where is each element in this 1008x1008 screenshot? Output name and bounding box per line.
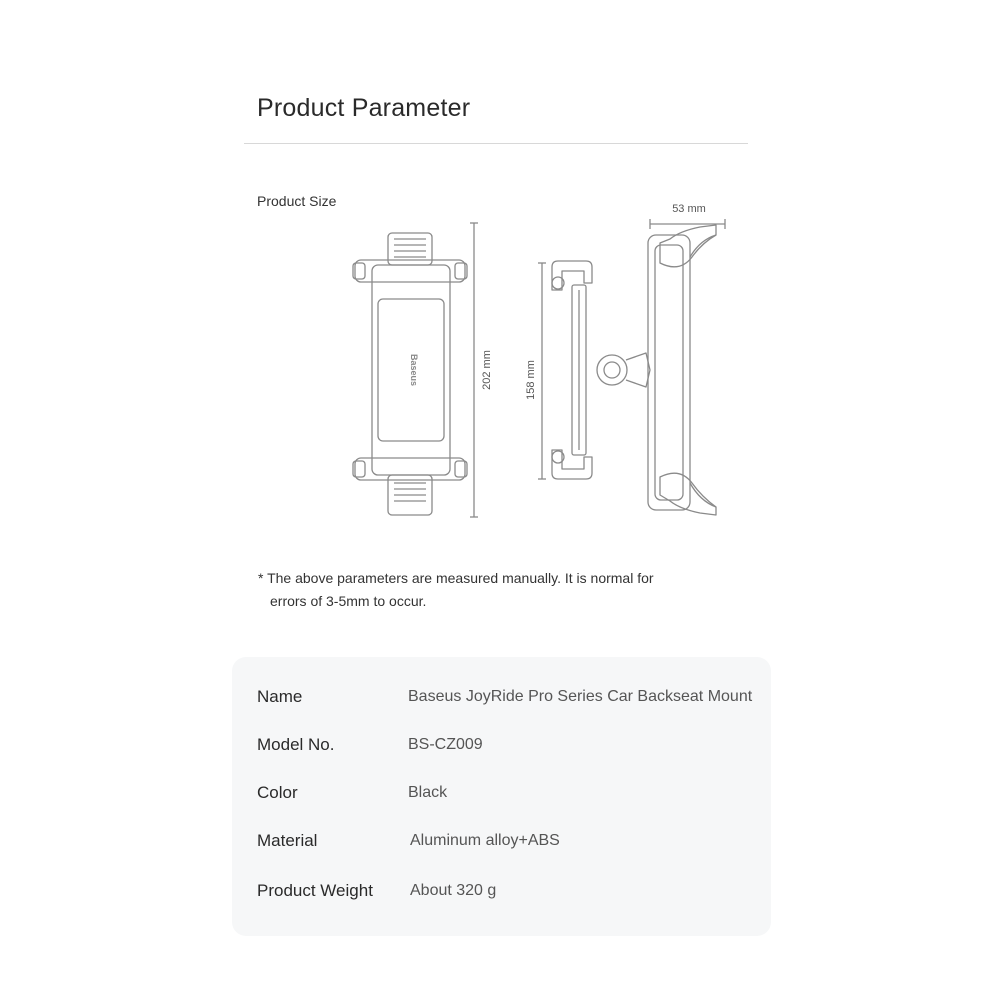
spec-row-weight: [257, 881, 767, 905]
spec-key: Product Weight: [257, 881, 373, 900]
spec-row-model: [257, 735, 767, 759]
spec-value: Aluminum alloy+ABS: [410, 832, 560, 849]
spec-row-material: [257, 831, 767, 855]
note-line-2: errors of 3-5mm to occur.: [270, 593, 427, 609]
side-view: [552, 225, 716, 515]
spec-row-name: [257, 687, 767, 711]
title-divider: [244, 143, 748, 144]
note-line-1: * The above parameters are measured manually. It is normal for: [258, 570, 654, 586]
page-title: Product Parameter: [257, 94, 471, 122]
brand-mark: Baseus: [409, 353, 419, 387]
product-size-label: Product Size: [257, 193, 337, 209]
front-height-dimension: 202 mm: [481, 350, 493, 390]
spec-table: [232, 657, 771, 936]
depth-dimension: 53 mm: [672, 203, 706, 215]
spec-value: Black: [408, 784, 448, 801]
measurement-note: [258, 567, 728, 613]
spec-key: Color: [257, 783, 298, 802]
spec-value: Baseus JoyRide Pro Series Car Backseat Mount: [408, 688, 753, 705]
spec-key: Material: [257, 831, 318, 850]
side-height-dimension: 158 mm: [525, 360, 537, 400]
spec-row-color: [257, 783, 767, 807]
spec-value: BS-CZ009: [408, 736, 483, 753]
spec-key: Name: [257, 687, 303, 706]
spec-value: About 320 g: [410, 882, 497, 899]
spec-key: Model No.: [257, 735, 335, 754]
product-dimension-drawing: [320, 195, 740, 525]
